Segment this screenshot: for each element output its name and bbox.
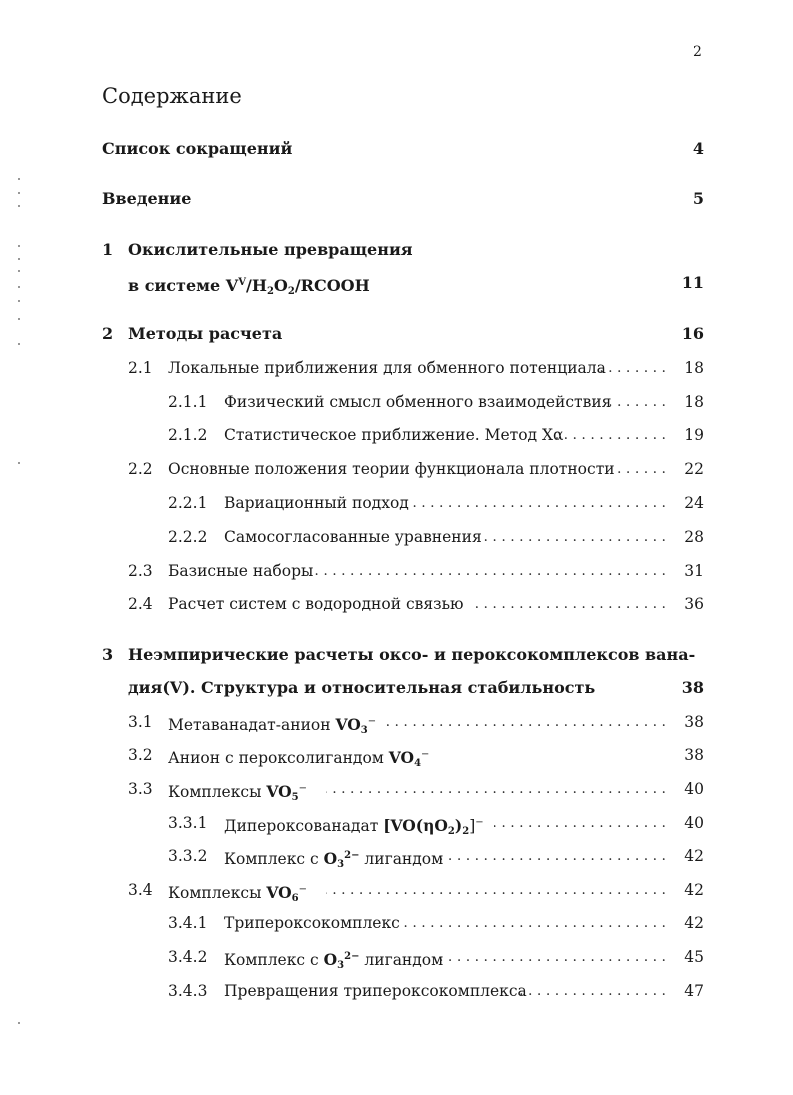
- toc-entry-2-1[interactable]: [0, 357, 793, 379]
- toc-entry-2-1-1[interactable]: [0, 391, 793, 413]
- toc-entry-page: 38: [681, 678, 704, 697]
- dot-leader: [326, 879, 666, 901]
- dot-leader: [398, 912, 666, 934]
- toc-entry-page: 28: [684, 528, 704, 546]
- toc-entry-page: 31: [684, 562, 704, 580]
- dot-leader: [412, 492, 666, 514]
- toc-entry-page: 5: [692, 189, 704, 208]
- toc-entry-title: Методы расчета: [128, 324, 283, 343]
- dot-leader: [610, 391, 666, 413]
- toc-entry-3-3-1[interactable]: [0, 812, 793, 837]
- dot-leader: [384, 711, 666, 733]
- toc-entry-title: Введение: [102, 189, 192, 208]
- toc-entry-3-4[interactable]: [0, 879, 793, 904]
- toc-entry-2-2-2[interactable]: [0, 526, 793, 548]
- toc-entry-title: Комплексы VO5−: [168, 782, 307, 803]
- toc-entry-number: 3.1: [128, 713, 153, 731]
- toc-entry-3-3[interactable]: [0, 778, 793, 803]
- toc-entry-3-3-2[interactable]: [0, 845, 793, 870]
- toc-entry-number: 3.4: [128, 881, 153, 899]
- toc-entry-title: Расчет систем с водородной связью: [168, 595, 464, 613]
- toc-entry-title: Самосогласованные уравнения: [224, 528, 482, 546]
- toc-entry-title: Комплекс с $O3^{2-}$ лигандом: [224, 849, 444, 870]
- toc-entry-3-1[interactable]: [0, 711, 793, 736]
- toc-entry-page: 42: [684, 914, 704, 932]
- toc-entry-page: 45: [684, 948, 704, 966]
- dot-leader: [440, 845, 666, 867]
- toc-entry-number: 2.1.2: [168, 426, 208, 444]
- toc-entry-page: 22: [684, 460, 704, 478]
- toc-entry-title: Анион с пероксолигандом VO4−: [168, 748, 430, 769]
- toc-entry-chapter-1-line2[interactable]: [0, 272, 793, 297]
- scan-speck: [18, 270, 20, 272]
- scan-speck: [18, 205, 20, 207]
- dot-leader: [326, 778, 666, 800]
- scan-speck: [18, 462, 20, 464]
- dot-leader: [440, 946, 666, 968]
- scan-speck: [18, 286, 20, 288]
- scan-speck: [18, 318, 20, 320]
- toc-entry-number: 1: [102, 240, 114, 259]
- toc-entry-title: Трипероксокомплекс: [224, 914, 400, 932]
- dot-leader: [614, 458, 666, 480]
- toc-entry-chapter-2[interactable]: [0, 323, 793, 345]
- toc-title: Содержание: [102, 84, 242, 108]
- scan-speck: [18, 192, 20, 194]
- toc-entry-chapter-3[interactable]: [0, 644, 793, 666]
- toc-entry-page: 19: [684, 426, 704, 444]
- toc-entry-title: Комплекс с $O3^{2-}$ лигандом: [224, 950, 444, 971]
- dot-leader: [598, 357, 666, 379]
- toc-entry-chapter-1[interactable]: [0, 239, 793, 261]
- toc-entry-title: Неэмпирические расчеты оксо- и пероксокомплексов вана-: [128, 645, 696, 664]
- toc-entry-title: Дипероксованадат [VO(ηO2)2]−: [224, 816, 484, 837]
- scan-speck: [18, 300, 20, 302]
- toc-entry-page: 38: [684, 713, 704, 731]
- toc-entry-number: 2.1.1: [168, 393, 208, 411]
- dot-leader: [484, 526, 666, 548]
- scan-speck: [18, 343, 20, 345]
- toc-entry-abbreviations[interactable]: [0, 138, 793, 160]
- toc-entry-2-2-1[interactable]: [0, 492, 793, 514]
- toc-entry-number: 2.2: [128, 460, 153, 478]
- toc-entry-3-4-2[interactable]: [0, 946, 793, 971]
- toc-entry-2-2[interactable]: [0, 458, 793, 480]
- toc-entry-number: 2.3: [128, 562, 153, 580]
- toc-entry-title: Статистическое приближение. Метод Xα: [224, 426, 564, 444]
- toc-entry-number: 3: [102, 645, 114, 664]
- toc-entry-number: 2.2.2: [168, 528, 208, 546]
- toc-entry-2-1-2[interactable]: [0, 424, 793, 446]
- toc-entry-title: Базисные наборы: [168, 562, 314, 580]
- dot-leader: [520, 980, 666, 1002]
- dot-leader: [470, 593, 666, 615]
- toc-entry-title: Вариационный подход: [224, 494, 409, 512]
- toc-entry-page: 40: [684, 780, 704, 798]
- scan-speck: [18, 245, 20, 247]
- toc-entry-title-line2: дия(V). Структура и относительная стабильность: [128, 678, 596, 697]
- toc-entry-number: 3.4.2: [168, 948, 208, 966]
- toc-entry-title: Основные положения теории функционала плотности: [168, 460, 615, 478]
- toc-entry-page: 16: [681, 324, 704, 343]
- toc-entry-chapter-3-line2[interactable]: [0, 677, 793, 699]
- toc-entry-title: Локальные приближения для обменного потенциала: [168, 359, 606, 377]
- toc-entry-number: 3.3: [128, 780, 153, 798]
- toc-entry-page: 47: [684, 982, 704, 1000]
- toc-entry-page: 11: [681, 273, 704, 292]
- toc-entry-number: 3.3.2: [168, 847, 208, 865]
- toc-entry-number: 2: [102, 324, 114, 343]
- toc-entry-number: 2.1: [128, 359, 153, 377]
- toc-entry-title: Превращения трипероксокомплекса: [224, 982, 527, 1000]
- toc-entry-number: 3.3.1: [168, 814, 208, 832]
- dot-leader: [312, 560, 666, 582]
- toc-entry-2-3[interactable]: [0, 560, 793, 582]
- toc-entry-2-4[interactable]: [0, 593, 793, 615]
- toc-entry-page: 24: [684, 494, 704, 512]
- toc-entry-page: 18: [684, 393, 704, 411]
- toc-entry-page: 42: [684, 881, 704, 899]
- toc-entry-title: Окислительные превращения: [128, 240, 413, 259]
- toc-entry-number: 3.4.3: [168, 982, 208, 1000]
- toc-entry-title: Комплексы VO6−: [168, 883, 307, 904]
- dot-leader: [494, 812, 666, 834]
- toc-entry-title: Физический смысл обменного взаимодействия: [224, 393, 612, 411]
- toc-entry-number: 2.2.1: [168, 494, 208, 512]
- scan-speck: [18, 178, 20, 180]
- toc-entry-number: 3.2: [128, 746, 153, 764]
- scan-speck: [18, 258, 20, 260]
- toc-entry-page: 42: [684, 847, 704, 865]
- dot-leader: [550, 424, 666, 446]
- page-number: 2: [693, 44, 702, 60]
- toc-entry-title: Список сокращений: [102, 139, 293, 158]
- toc-entry-number: 2.4: [128, 595, 153, 613]
- toc-entry-3-4-3[interactable]: [0, 980, 793, 1002]
- toc-entry-page: 4: [692, 139, 704, 158]
- toc-entry-3-2[interactable]: [0, 744, 793, 769]
- toc-entry-page: 40: [684, 814, 704, 832]
- scan-speck: [18, 1022, 20, 1024]
- toc-entry-title-line2: в системе $V^V/H2O2$/RCOOH: [128, 276, 370, 297]
- toc-entry-page: 36: [684, 595, 704, 613]
- toc-entry-title: Метаванадат-анион VO3−: [168, 715, 377, 736]
- toc-entry-page: 38: [684, 746, 704, 764]
- toc-entry-3-4-1[interactable]: [0, 912, 793, 934]
- toc-entry-number: 3.4.1: [168, 914, 208, 932]
- toc-entry-introduction[interactable]: [0, 188, 793, 210]
- toc-entry-page: 18: [684, 359, 704, 377]
